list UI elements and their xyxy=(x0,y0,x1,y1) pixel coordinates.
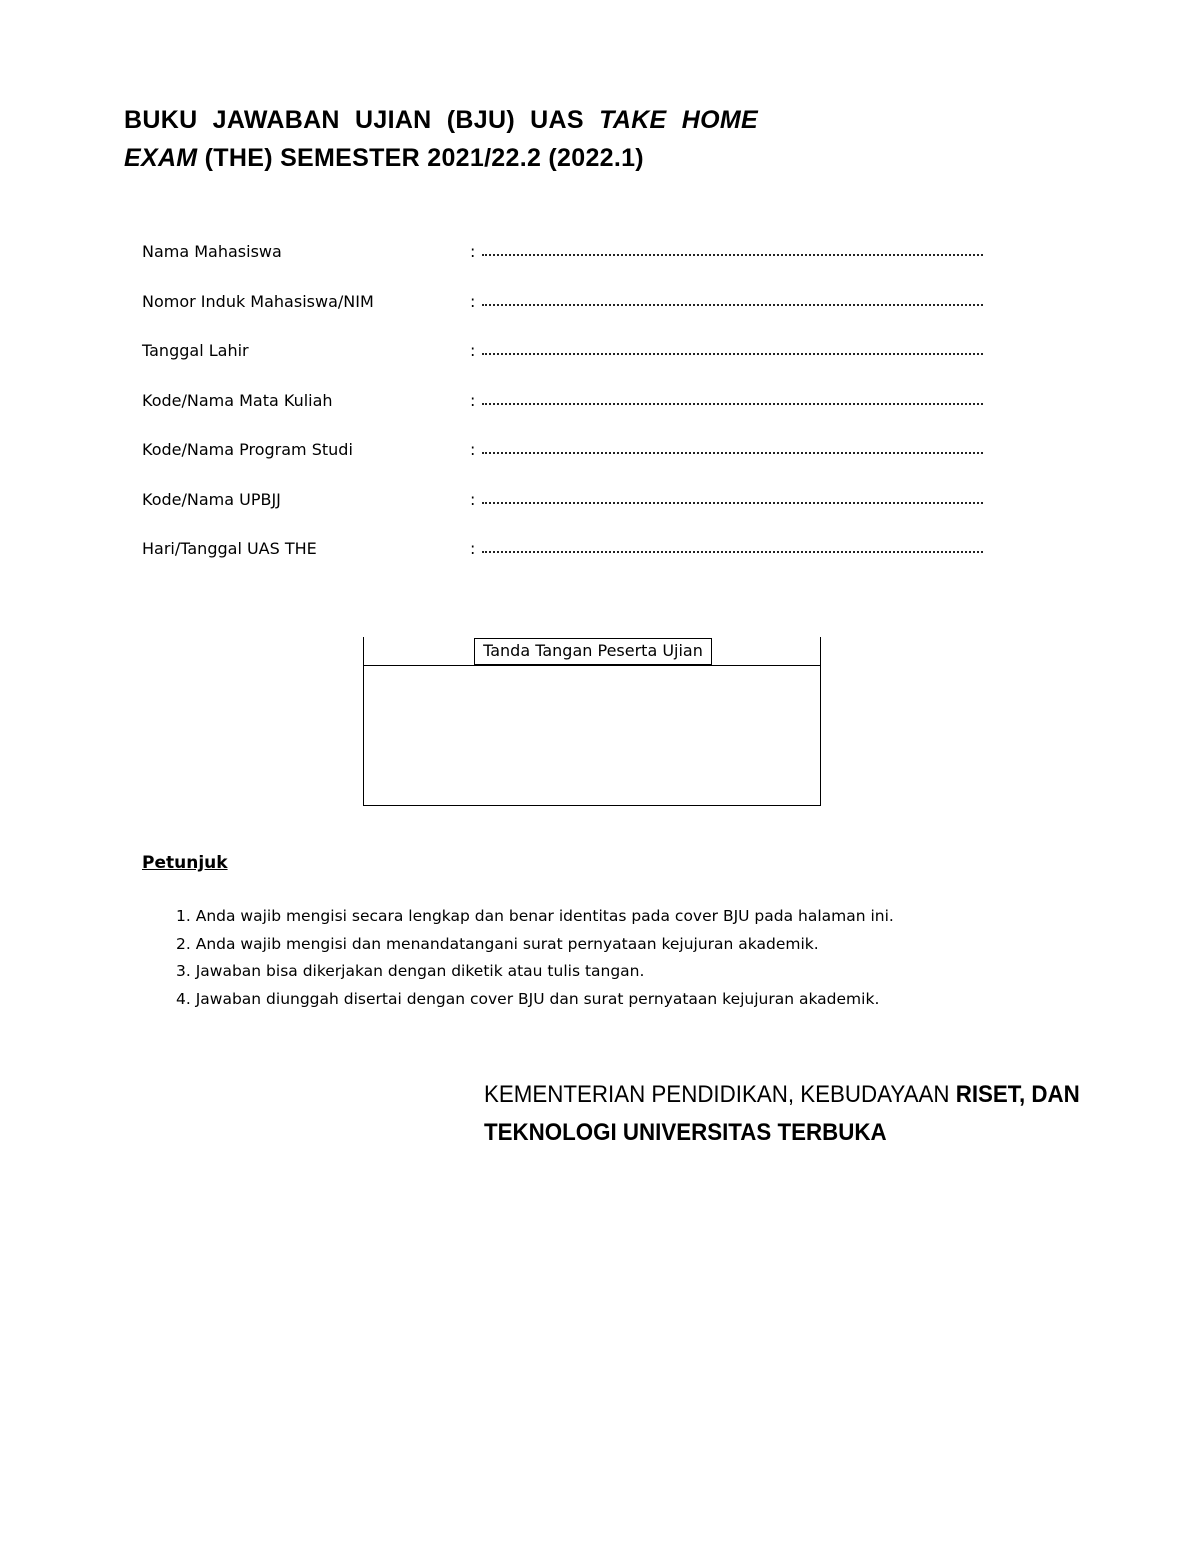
field-label: Kode/Nama Program Studi xyxy=(142,440,353,459)
instructions-heading: Petunjuk xyxy=(142,853,228,873)
field-label: Nama Mahasiswa xyxy=(142,242,282,261)
field-label: Tanggal Lahir xyxy=(142,341,249,360)
field-colon: : xyxy=(470,291,476,311)
field-nim[interactable] xyxy=(142,288,1002,338)
field-fill-line[interactable] xyxy=(482,403,983,405)
field-upbjj[interactable] xyxy=(142,486,1002,536)
field-colon: : xyxy=(470,341,476,360)
institution-bold-text: RISET, DAN xyxy=(955,1081,1080,1108)
field-colon: : xyxy=(470,539,476,558)
institution-line-2 xyxy=(484,1114,1135,1152)
field-fill-line[interactable] xyxy=(482,353,983,355)
field-label: Hari/Tanggal UAS THE xyxy=(142,539,317,558)
title-line-1 xyxy=(124,101,824,139)
title-line-2 xyxy=(124,139,824,177)
field-colon: : xyxy=(470,390,476,410)
signature-divider xyxy=(364,665,820,666)
field-colon: : xyxy=(470,242,476,261)
field-mata-kuliah[interactable] xyxy=(142,387,1002,437)
field-fill-line[interactable] xyxy=(482,452,983,454)
title-text: (THE) SEMESTER 2021/22.2 (2022.1) xyxy=(197,144,644,172)
institution-name xyxy=(484,1076,1135,1152)
field-fill-line[interactable] xyxy=(482,254,983,256)
field-fill-line[interactable] xyxy=(482,502,983,504)
institution-line-1 xyxy=(484,1076,1135,1114)
instructions-list xyxy=(176,903,894,1013)
field-label: Kode/Nama UPBJJ xyxy=(142,489,281,509)
field-program-studi[interactable] xyxy=(142,436,1002,486)
field-colon: : xyxy=(470,489,476,509)
institution-bold-text: TEKNOLOGI UNIVERSITAS TERBUKA xyxy=(484,1119,887,1146)
field-fill-line[interactable] xyxy=(482,551,983,553)
instruction-item: 1. Anda wajib mengisi secara lengkap dan benar identitas pada cover BJU pada halaman ini. xyxy=(176,907,894,925)
field-tanggal-lahir[interactable] xyxy=(142,337,1002,387)
field-fill-line[interactable] xyxy=(482,304,983,306)
title-italic-text: TAKE HOME xyxy=(599,106,758,134)
identity-fields xyxy=(142,238,1002,585)
instruction-item: 2. Anda wajib mengisi dan menandatangani surat pernyataan kejujuran akademik. xyxy=(176,934,819,953)
title-italic-text: EXAM xyxy=(124,144,198,172)
field-hari-tanggal-uas[interactable] xyxy=(142,535,1002,585)
field-nama-mahasiswa[interactable] xyxy=(142,238,1002,288)
institution-text: KEMENTERIAN PENDIDIKAN, KEBUDAYAAN xyxy=(484,1081,956,1108)
field-label: Kode/Nama Mata Kuliah xyxy=(142,390,333,410)
title-text: BUKU JAWABAN UJIAN (BJU) UAS xyxy=(124,106,600,134)
document-title xyxy=(124,101,824,177)
instruction-item: 3. Jawaban bisa dikerjakan dengan diketik atau tulis tangan. xyxy=(176,962,645,980)
signature-label: Tanda Tangan Peserta Ujian xyxy=(474,638,712,665)
field-label: Nomor Induk Mahasiswa/NIM xyxy=(142,291,374,311)
field-colon: : xyxy=(470,440,476,459)
instruction-item: 4. Jawaban diunggah disertai dengan cover BJU dan surat pernyataan kejujuran akademik. xyxy=(176,989,880,1008)
signature-box[interactable] xyxy=(363,637,821,806)
